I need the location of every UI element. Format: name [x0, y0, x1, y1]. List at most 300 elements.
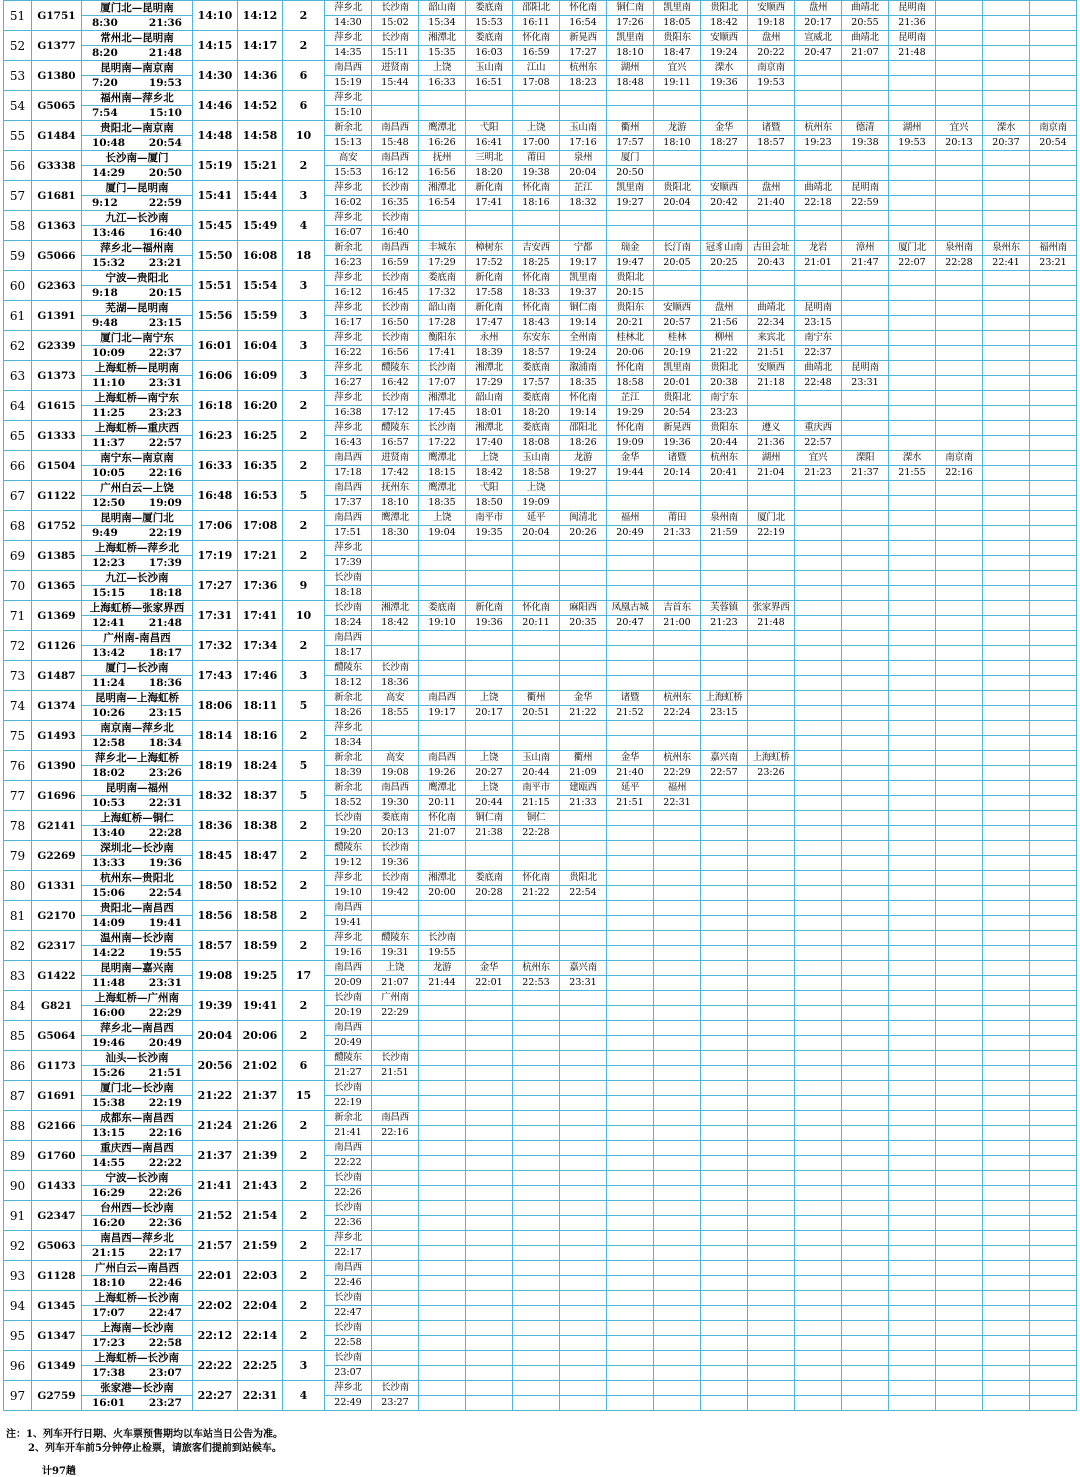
station-name — [748, 931, 795, 946]
station-name — [1030, 391, 1077, 406]
station-time: 19:41 — [325, 916, 372, 931]
station-name — [654, 1381, 701, 1396]
station-name: 湘潭北 — [466, 421, 513, 436]
stop-minutes: 2 — [283, 391, 325, 421]
station-name — [889, 1351, 936, 1366]
station-name — [513, 571, 560, 586]
station-name: 南昌西 — [372, 781, 419, 796]
row-number: 75 — [4, 721, 32, 751]
stop-minutes: 2 — [283, 1171, 325, 1201]
station-name — [466, 1051, 513, 1066]
table-row — [4, 931, 1077, 946]
station-time — [889, 1066, 936, 1081]
departure-time: 19:25 — [238, 961, 283, 991]
station-time — [560, 736, 607, 751]
station-name — [795, 511, 842, 526]
station-time: 22:29 — [654, 766, 701, 781]
station-time — [795, 856, 842, 871]
station-name — [795, 91, 842, 106]
station-name — [983, 751, 1030, 766]
station-name — [560, 661, 607, 676]
station-name: 泉州东 — [983, 241, 1030, 256]
station-name: 新余北 — [325, 781, 372, 796]
station-name — [1030, 61, 1077, 76]
terminal-arrival: 21:51 — [148, 1067, 182, 1079]
station-name — [466, 1261, 513, 1276]
station-time — [607, 1246, 654, 1261]
station-name: 湖州 — [607, 61, 654, 76]
station-time — [701, 796, 748, 811]
station-name — [842, 331, 889, 346]
station-time — [889, 1396, 936, 1411]
table-row-times — [4, 136, 1077, 151]
station-time: 21:07 — [372, 976, 419, 991]
row-number: 54 — [4, 91, 32, 121]
origin-departure: 17:23 — [92, 1337, 126, 1349]
station-time: 21:04 — [748, 466, 795, 481]
terminal-arrival: 18:17 — [148, 647, 182, 659]
station-time — [560, 1126, 607, 1141]
route-times — [82, 946, 193, 961]
station-name: 南昌西 — [325, 481, 372, 496]
station-name — [842, 1081, 889, 1096]
station-time — [1030, 646, 1077, 661]
station-name: 长沙南 — [325, 1291, 372, 1306]
station-time — [795, 166, 842, 181]
table-row — [4, 1051, 1077, 1066]
station-time — [1030, 616, 1077, 631]
station-name — [889, 661, 936, 676]
terminal-arrival: 22:37 — [148, 347, 182, 359]
station-time: 18:25 — [513, 256, 560, 271]
route: 宁波—贵阳北 — [82, 271, 193, 286]
terminal-arrival: 18:34 — [148, 737, 182, 749]
station-time — [1030, 946, 1077, 961]
row-number: 84 — [4, 991, 32, 1021]
station-name — [1030, 91, 1077, 106]
station-name — [842, 811, 889, 826]
arrival-time: 16:18 — [193, 391, 238, 421]
table-row-times — [4, 376, 1077, 391]
station-name: 诸暨 — [654, 451, 701, 466]
row-number: 77 — [4, 781, 32, 811]
station-name — [466, 1081, 513, 1096]
station-time — [889, 1276, 936, 1291]
station-time: 18:24 — [325, 616, 372, 631]
station-time — [654, 1306, 701, 1321]
terminal-arrival: 22:58 — [148, 1337, 182, 1349]
station-name — [701, 1021, 748, 1036]
station-name: 玉山南 — [513, 751, 560, 766]
arrival-time: 15:50 — [193, 241, 238, 271]
station-time: 20:35 — [560, 616, 607, 631]
origin-departure: 16:29 — [92, 1187, 126, 1199]
station-time: 22:46 — [325, 1276, 372, 1291]
station-name: 延平 — [607, 781, 654, 796]
origin-departure: 16:01 — [92, 1397, 126, 1409]
stop-minutes: 2 — [283, 1111, 325, 1141]
station-name — [560, 1171, 607, 1186]
station-name — [795, 541, 842, 556]
station-time: 18:33 — [513, 286, 560, 301]
station-name — [701, 631, 748, 646]
station-name — [607, 841, 654, 856]
station-time — [654, 106, 701, 121]
station-time — [889, 976, 936, 991]
table-row-times — [4, 166, 1077, 181]
station-time: 17:32 — [419, 286, 466, 301]
station-time — [983, 736, 1030, 751]
station-time — [983, 1186, 1030, 1201]
station-name: 湘潭北 — [372, 601, 419, 616]
station-name: 萍乡北 — [325, 1, 372, 16]
stop-minutes: 2 — [283, 841, 325, 871]
station-time — [889, 1126, 936, 1141]
station-time — [1030, 1156, 1077, 1171]
station-name — [1030, 1351, 1077, 1366]
station-time: 21:00 — [654, 616, 701, 631]
route: 南宁东—南京南 — [82, 451, 193, 466]
station-time: 22:41 — [983, 256, 1030, 271]
station-time: 23:15 — [795, 316, 842, 331]
station-time — [842, 1336, 889, 1351]
station-name — [372, 721, 419, 736]
table-row — [4, 451, 1077, 466]
station-time — [372, 1096, 419, 1111]
station-name: 进贤南 — [372, 61, 419, 76]
station-time — [842, 706, 889, 721]
station-name: 曲靖北 — [842, 31, 889, 46]
route-times — [82, 196, 193, 211]
station-name — [701, 1351, 748, 1366]
station-name — [748, 901, 795, 916]
station-name: 曲靖北 — [842, 1, 889, 16]
station-name: 溧水 — [701, 61, 748, 76]
departure-time: 18:58 — [238, 901, 283, 931]
station-name: 杭州东 — [513, 961, 560, 976]
station-name — [748, 1081, 795, 1096]
station-time — [983, 1156, 1030, 1171]
departure-time: 22:03 — [238, 1261, 283, 1291]
station-name — [560, 1321, 607, 1336]
terminal-arrival: 19:55 — [148, 947, 182, 959]
terminal-arrival: 22:59 — [148, 197, 182, 209]
table-row — [4, 1081, 1077, 1096]
departure-time: 16:35 — [238, 451, 283, 481]
station-time — [795, 106, 842, 121]
departure-time: 17:41 — [238, 601, 283, 631]
station-name — [842, 91, 889, 106]
station-time — [748, 586, 795, 601]
row-number: 66 — [4, 451, 32, 481]
station-name — [701, 1261, 748, 1276]
station-time: 17:00 — [513, 136, 560, 151]
station-time — [889, 106, 936, 121]
station-time: 19:35 — [466, 526, 513, 541]
station-time — [795, 616, 842, 631]
station-time — [560, 916, 607, 931]
station-name — [419, 1231, 466, 1246]
station-time — [936, 106, 983, 121]
row-number: 53 — [4, 61, 32, 91]
departure-time: 22:25 — [238, 1351, 283, 1381]
station-name — [795, 1021, 842, 1036]
station-time: 21:09 — [560, 766, 607, 781]
table-row — [4, 781, 1077, 796]
route: 上海虹桥—长沙南 — [82, 1351, 193, 1366]
arrival-time: 21:57 — [193, 1231, 238, 1261]
station-name — [513, 901, 560, 916]
station-name — [607, 541, 654, 556]
station-name — [419, 721, 466, 736]
stop-minutes: 2 — [283, 541, 325, 571]
station-time — [889, 406, 936, 421]
station-time: 17:58 — [466, 286, 513, 301]
station-name — [983, 721, 1030, 736]
station-name — [372, 541, 419, 556]
station-name: 萍乡北 — [325, 391, 372, 406]
station-name — [372, 1021, 419, 1036]
station-name — [936, 1021, 983, 1036]
station-name — [607, 1021, 654, 1036]
station-name: 鹰潭北 — [419, 781, 466, 796]
station-name — [419, 1081, 466, 1096]
station-time — [795, 1306, 842, 1321]
station-time — [748, 286, 795, 301]
row-number: 51 — [4, 1, 32, 31]
station-time: 19:10 — [325, 886, 372, 901]
station-name: 上饶 — [466, 451, 513, 466]
route: 重庆西—南昌西 — [82, 1141, 193, 1156]
station-time — [842, 1066, 889, 1081]
station-time — [1030, 976, 1077, 991]
station-name — [1030, 511, 1077, 526]
station-name: 娄底南 — [466, 1, 513, 16]
station-name — [936, 571, 983, 586]
station-name — [842, 271, 889, 286]
station-name — [654, 1351, 701, 1366]
station-time — [842, 1366, 889, 1381]
station-name — [842, 1261, 889, 1276]
station-time — [466, 1006, 513, 1021]
station-name — [795, 571, 842, 586]
terminal-arrival: 18:36 — [148, 677, 182, 689]
station-time — [889, 1216, 936, 1231]
station-time — [513, 1306, 560, 1321]
station-time — [936, 676, 983, 691]
station-name — [701, 1111, 748, 1126]
station-time — [701, 226, 748, 241]
table-row-times — [4, 436, 1077, 451]
terminal-arrival: 22:54 — [148, 887, 182, 899]
station-time — [983, 526, 1030, 541]
station-time — [419, 1096, 466, 1111]
station-time: 22:17 — [325, 1246, 372, 1261]
station-time — [513, 916, 560, 931]
station-time: 19:26 — [419, 766, 466, 781]
station-name: 永州 — [466, 331, 513, 346]
terminal-arrival: 22:16 — [148, 1127, 182, 1139]
station-name — [842, 931, 889, 946]
station-name — [1030, 331, 1077, 346]
row-number: 57 — [4, 181, 32, 211]
station-name — [513, 1201, 560, 1216]
table-row — [4, 1261, 1077, 1276]
station-time — [795, 526, 842, 541]
stop-minutes: 5 — [283, 691, 325, 721]
station-time — [560, 1036, 607, 1051]
stop-minutes: 2 — [283, 511, 325, 541]
station-time: 18:08 — [513, 436, 560, 451]
stop-minutes: 2 — [283, 1, 325, 31]
station-name — [607, 1081, 654, 1096]
station-name — [466, 661, 513, 676]
station-time — [513, 1336, 560, 1351]
route-times — [82, 916, 193, 931]
station-name — [983, 1141, 1030, 1156]
row-number: 52 — [4, 31, 32, 61]
station-time — [936, 616, 983, 631]
station-name: 盘州 — [795, 1, 842, 16]
route-times — [82, 1186, 193, 1201]
station-name — [936, 1291, 983, 1306]
station-name: 萍乡北 — [325, 721, 372, 736]
station-name: 长沙南 — [372, 661, 419, 676]
station-time: 20:04 — [560, 166, 607, 181]
station-time: 21:56 — [701, 316, 748, 331]
table-row-times — [4, 226, 1077, 241]
station-time — [983, 1336, 1030, 1351]
station-time — [466, 1156, 513, 1171]
station-time — [1030, 856, 1077, 871]
origin-departure: 13:33 — [92, 857, 126, 869]
station-time — [607, 676, 654, 691]
station-time: 15:53 — [466, 16, 513, 31]
station-time — [983, 946, 1030, 961]
departure-time: 18:37 — [238, 781, 283, 811]
station-name — [842, 1051, 889, 1066]
station-name — [889, 361, 936, 376]
station-time — [1030, 1306, 1077, 1321]
station-name — [983, 1351, 1030, 1366]
station-time: 18:01 — [466, 406, 513, 421]
station-name — [513, 1081, 560, 1096]
train-number: G1484 — [32, 121, 82, 151]
station-time: 17:26 — [607, 16, 654, 31]
station-time: 16:56 — [419, 166, 466, 181]
station-name — [936, 721, 983, 736]
route-times — [82, 16, 193, 31]
station-name — [701, 1171, 748, 1186]
table-row-times — [4, 526, 1077, 541]
station-name — [748, 1231, 795, 1246]
station-time — [607, 976, 654, 991]
station-name — [795, 1141, 842, 1156]
station-time — [842, 436, 889, 451]
station-time — [607, 1276, 654, 1291]
station-name: 南昌西 — [372, 151, 419, 166]
station-time: 16:07 — [325, 226, 372, 241]
station-time: 21:41 — [325, 1126, 372, 1141]
route: 宁波—长沙南 — [82, 1171, 193, 1186]
station-name: 宁都 — [560, 241, 607, 256]
station-time: 22:18 — [795, 196, 842, 211]
row-number: 61 — [4, 301, 32, 331]
table-row — [4, 481, 1077, 496]
station-name — [419, 1261, 466, 1276]
station-time — [607, 886, 654, 901]
station-time — [466, 106, 513, 121]
route: 昆明南—上海虹桥 — [82, 691, 193, 706]
station-name: 厦门北 — [889, 241, 936, 256]
station-name — [748, 991, 795, 1006]
train-number: G2170 — [32, 901, 82, 931]
station-time — [936, 436, 983, 451]
station-name — [654, 1141, 701, 1156]
station-name — [983, 421, 1030, 436]
route-times — [82, 1246, 193, 1261]
station-name — [466, 991, 513, 1006]
station-name: 衢州 — [560, 751, 607, 766]
station-name — [560, 1291, 607, 1306]
train-number: G1377 — [32, 31, 82, 61]
station-time — [795, 1336, 842, 1351]
route: 成都东—南昌西 — [82, 1111, 193, 1126]
origin-departure: 14:22 — [92, 947, 126, 959]
station-name — [795, 1201, 842, 1216]
route-times — [82, 376, 193, 391]
station-name: 新化南 — [466, 601, 513, 616]
station-name: 怀化南 — [513, 301, 560, 316]
station-name — [889, 961, 936, 976]
origin-departure: 17:38 — [92, 1367, 126, 1379]
stop-minutes: 2 — [283, 421, 325, 451]
station-name: 萍乡北 — [325, 421, 372, 436]
arrival-time: 22:22 — [193, 1351, 238, 1381]
row-number: 91 — [4, 1201, 32, 1231]
station-name — [419, 1111, 466, 1126]
station-name — [1030, 361, 1077, 376]
station-time — [607, 1066, 654, 1081]
station-time: 17:57 — [607, 136, 654, 151]
station-name: 怀化南 — [513, 601, 560, 616]
train-number: G2759 — [32, 1381, 82, 1411]
station-name — [466, 841, 513, 856]
departure-time: 22:04 — [238, 1291, 283, 1321]
station-time — [936, 1306, 983, 1321]
station-time — [983, 286, 1030, 301]
station-name: 龙游 — [560, 451, 607, 466]
station-name: 贵阳北 — [654, 181, 701, 196]
station-time — [560, 856, 607, 871]
table-row-times — [4, 1276, 1077, 1291]
stop-minutes: 5 — [283, 751, 325, 781]
station-time — [936, 346, 983, 361]
station-time: 15:02 — [372, 16, 419, 31]
station-name — [889, 781, 936, 796]
station-time — [748, 1066, 795, 1081]
train-number: G1373 — [32, 361, 82, 391]
station-time — [1030, 676, 1077, 691]
station-name — [1030, 1201, 1077, 1216]
station-name: 长沙南 — [372, 1, 419, 16]
station-time — [1030, 46, 1077, 61]
station-name: 南昌西 — [419, 691, 466, 706]
row-number: 96 — [4, 1351, 32, 1381]
station-time: 16:41 — [466, 136, 513, 151]
station-name — [983, 211, 1030, 226]
station-time: 22:37 — [795, 346, 842, 361]
